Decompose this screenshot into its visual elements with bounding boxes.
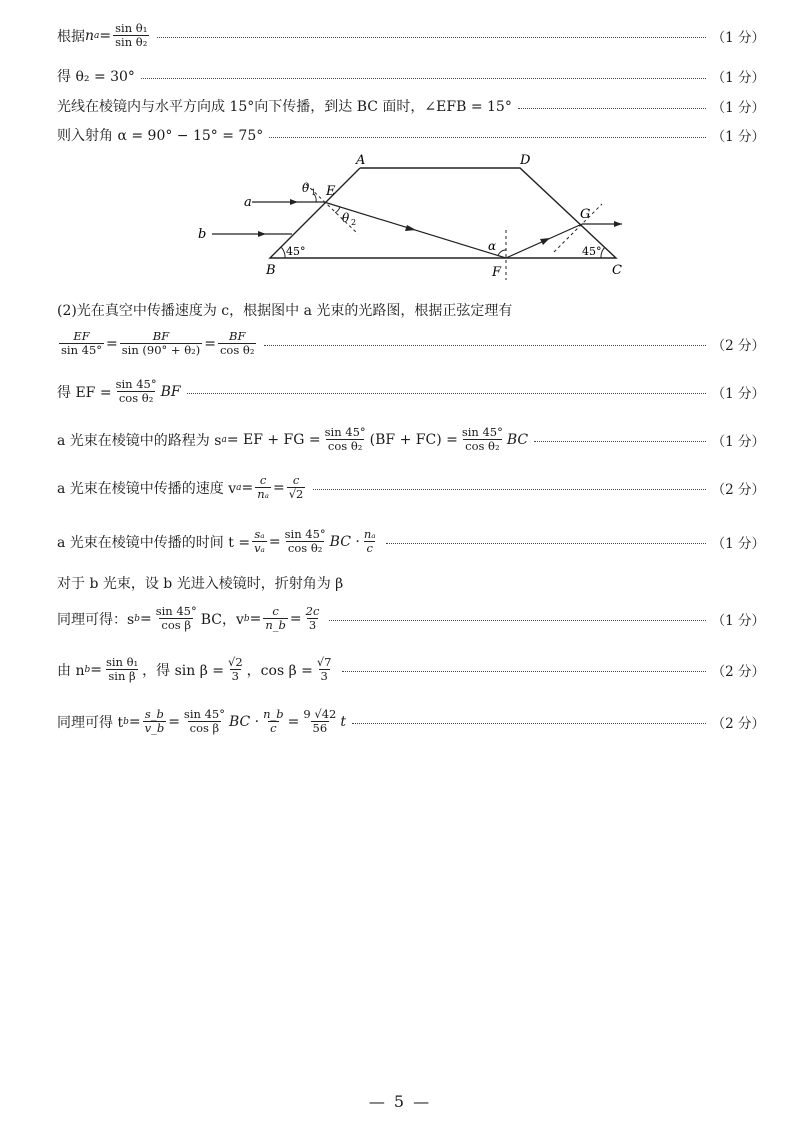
sub: b xyxy=(134,613,140,624)
numerator: sin 45° xyxy=(284,527,326,541)
text: = xyxy=(273,479,285,496)
text: 同理可得：s xyxy=(57,611,135,628)
eq6 xyxy=(57,573,765,593)
text: = xyxy=(168,713,180,730)
label-b: b xyxy=(198,227,207,242)
label-theta2-sub: 2 xyxy=(351,218,357,227)
text: = xyxy=(287,713,300,730)
numerator: √2 xyxy=(228,655,243,669)
denominator: nₐ xyxy=(257,487,269,502)
leader-dots xyxy=(264,345,705,346)
score: （1 分） xyxy=(711,29,765,46)
text: = EF + FG = xyxy=(226,431,321,448)
fraction xyxy=(362,528,378,555)
leader-dots xyxy=(269,137,705,138)
leader-dots xyxy=(157,37,705,38)
text: = xyxy=(90,661,102,678)
text: 光线在棱镜内与水平方向成 15°向下传播，到达 BC 面时，∠EFB = 15° xyxy=(57,99,512,115)
denominator: 56 xyxy=(312,721,328,736)
text: BC · xyxy=(329,533,360,550)
denominator: cos θ₂ xyxy=(287,541,323,556)
score: （2 分） xyxy=(711,715,765,732)
denominator: sin β xyxy=(108,669,136,684)
eq1 xyxy=(57,330,765,357)
score: （1 分） xyxy=(711,433,765,450)
text: ，得 sin β = xyxy=(142,662,225,679)
eq4 xyxy=(57,474,765,501)
arc-c xyxy=(601,247,605,258)
numerator: 9 √42 xyxy=(303,707,337,721)
text: = xyxy=(139,610,152,627)
text: = xyxy=(128,713,141,730)
label-alpha: α xyxy=(488,239,497,253)
numerator: sin 45° xyxy=(183,707,225,721)
denominator: cos θ₂ xyxy=(118,391,154,406)
leader-dots xyxy=(534,441,705,442)
numerator: sin 45° xyxy=(155,604,197,618)
page-number: — 5 — xyxy=(368,1092,432,1111)
text: 对于 b 光束，设 b 光进入棱镜时，折射角为 β xyxy=(57,576,344,592)
leader-dots xyxy=(329,620,705,621)
line-2 xyxy=(57,66,765,86)
numerator: sin 45° xyxy=(461,425,503,439)
text: a 光束在棱镜中传播的速度 v xyxy=(57,480,237,497)
numerator: EF xyxy=(73,329,90,343)
denominator: cos θ₂ xyxy=(219,343,255,358)
fraction xyxy=(218,330,256,357)
prism-outline xyxy=(270,168,616,258)
fraction xyxy=(255,474,271,501)
denominator: sin θ₂ xyxy=(115,35,148,50)
arrow-icon xyxy=(405,225,416,231)
text: BC，v xyxy=(200,611,244,628)
denominator: 3 xyxy=(320,669,328,684)
denominator: cos θ₂ xyxy=(465,439,500,454)
denominator: sin 45° xyxy=(61,343,103,358)
text: 得 EF = xyxy=(57,384,112,401)
denominator: √2 xyxy=(288,487,304,502)
fraction xyxy=(460,426,505,453)
text: = xyxy=(268,533,281,550)
var-n: n xyxy=(85,27,95,44)
eq7 xyxy=(57,605,765,632)
label-theta2: θ xyxy=(342,211,350,225)
fraction xyxy=(154,605,199,632)
denominator: n_b xyxy=(265,618,286,633)
arc-b xyxy=(281,247,285,258)
line-1 xyxy=(57,22,765,49)
score: （1 分） xyxy=(711,129,765,145)
leader-dots xyxy=(352,723,706,724)
denominator: cos θ₂ xyxy=(327,439,363,454)
text: 得 θ₂ = 30° xyxy=(57,69,135,85)
fraction xyxy=(304,605,322,632)
label-angle-c: 45° xyxy=(582,245,602,258)
leader-dots xyxy=(386,543,706,544)
leader-dots xyxy=(141,78,706,79)
denominator: cos β xyxy=(189,721,220,736)
part2-intro xyxy=(57,300,765,320)
sub: b xyxy=(123,716,129,727)
fraction xyxy=(120,330,202,357)
leader-dots xyxy=(518,108,706,109)
label-a: a xyxy=(244,195,252,210)
fraction xyxy=(143,708,167,735)
numerator: c xyxy=(292,473,300,487)
text: = xyxy=(241,479,254,496)
score: （1 分） xyxy=(711,535,765,552)
label-F: F xyxy=(492,265,502,280)
fraction xyxy=(287,474,306,501)
numerator: c xyxy=(272,604,279,618)
equals: = xyxy=(99,27,112,44)
fraction xyxy=(301,708,338,735)
eq8 xyxy=(57,656,765,683)
prism-diagram xyxy=(190,152,630,280)
numerator: sin θ₁ xyxy=(105,655,139,669)
leader-dots xyxy=(313,489,705,490)
numerator: sₐ xyxy=(254,527,265,541)
eq5 xyxy=(57,528,765,555)
text: BC xyxy=(506,431,529,448)
denominator: cos β xyxy=(161,618,191,633)
line-3 xyxy=(57,96,765,116)
text: 由 n xyxy=(57,662,85,679)
text: (2)光在真空中传播速度为 c，根据图中 a 光束的光路图，根据正弦定理有 xyxy=(57,303,513,319)
fraction xyxy=(182,708,227,735)
score: （1 分） xyxy=(711,100,765,116)
denominator: c xyxy=(366,541,373,556)
numerator: sin 45° xyxy=(115,377,157,391)
label-theta1-sub: 1 xyxy=(311,188,317,197)
numerator: nₐ xyxy=(363,527,376,541)
score: （1 分） xyxy=(711,385,765,402)
sub: a xyxy=(94,30,100,41)
text: BF xyxy=(160,383,181,400)
text: a 光束在棱镜中传播的时间 t = xyxy=(57,534,251,551)
label-angle-b: 45° xyxy=(286,245,306,258)
fraction xyxy=(283,528,328,555)
numerator: BF xyxy=(152,329,170,343)
fraction xyxy=(113,22,149,49)
numerator: c xyxy=(259,473,267,487)
label-C: C xyxy=(612,263,622,278)
text: = xyxy=(289,610,302,627)
text: a 光束在棱镜中的路程为 s xyxy=(57,432,222,449)
arc-alpha xyxy=(498,250,506,256)
eq2 xyxy=(57,378,765,405)
denominator: c xyxy=(270,721,277,736)
numerator: n_b xyxy=(263,707,284,721)
eq9 xyxy=(57,708,765,735)
text: ，cos β = xyxy=(246,662,313,679)
denominator: 3 xyxy=(308,618,317,633)
sub: a xyxy=(221,434,227,445)
fraction xyxy=(226,656,245,683)
arrow-icon xyxy=(258,231,266,237)
numerator: BF xyxy=(229,329,246,343)
label-E: E xyxy=(326,184,336,199)
label-D: D xyxy=(520,153,531,168)
numerator: √7 xyxy=(316,655,332,669)
score: （2 分） xyxy=(711,663,765,680)
denominator: sin (90° + θ₂) xyxy=(121,343,201,358)
text: t xyxy=(340,713,346,730)
score: （1 分） xyxy=(711,70,765,86)
text: 则入射角 α = 90° − 15° = 75° xyxy=(57,128,264,144)
denominator: v_b xyxy=(144,721,165,736)
numerator: sin θ₁ xyxy=(115,21,148,35)
text: BC · xyxy=(228,713,260,730)
text: = xyxy=(249,610,262,627)
label-G: G xyxy=(580,207,591,222)
sub: b xyxy=(243,613,250,624)
fraction xyxy=(114,378,159,405)
denominator: 3 xyxy=(231,669,239,684)
label-theta1: θ xyxy=(302,181,310,195)
arrow-icon xyxy=(540,238,550,245)
arrow-icon xyxy=(614,221,622,227)
equals: = xyxy=(106,335,118,352)
fraction xyxy=(104,656,140,683)
label-A: A xyxy=(356,153,366,168)
fraction xyxy=(323,426,368,453)
equals: = xyxy=(204,335,216,352)
numerator: s_b xyxy=(144,707,164,721)
fraction xyxy=(315,656,334,683)
arc-theta2 xyxy=(335,207,340,213)
text: (BF + FC) = xyxy=(369,431,458,448)
fraction xyxy=(263,605,288,632)
numerator: sin 45° xyxy=(324,425,366,439)
sub: b xyxy=(84,664,91,675)
score: （2 分） xyxy=(711,481,765,498)
fraction xyxy=(59,330,104,357)
text: 同理可得 t xyxy=(57,714,124,731)
line-4 xyxy=(57,125,765,145)
eq3 xyxy=(57,426,765,453)
text: 根据 xyxy=(57,28,85,45)
denominator: vₐ xyxy=(254,541,265,556)
label-B: B xyxy=(266,263,276,278)
sub: a xyxy=(236,482,242,493)
numerator: 2c xyxy=(305,604,320,618)
leader-dots xyxy=(342,671,706,672)
fraction xyxy=(261,708,286,735)
score: （1 分） xyxy=(711,612,765,629)
arrow-icon xyxy=(290,199,298,205)
leader-dots xyxy=(187,393,706,394)
fraction xyxy=(252,528,267,555)
score: （2 分） xyxy=(711,337,765,354)
